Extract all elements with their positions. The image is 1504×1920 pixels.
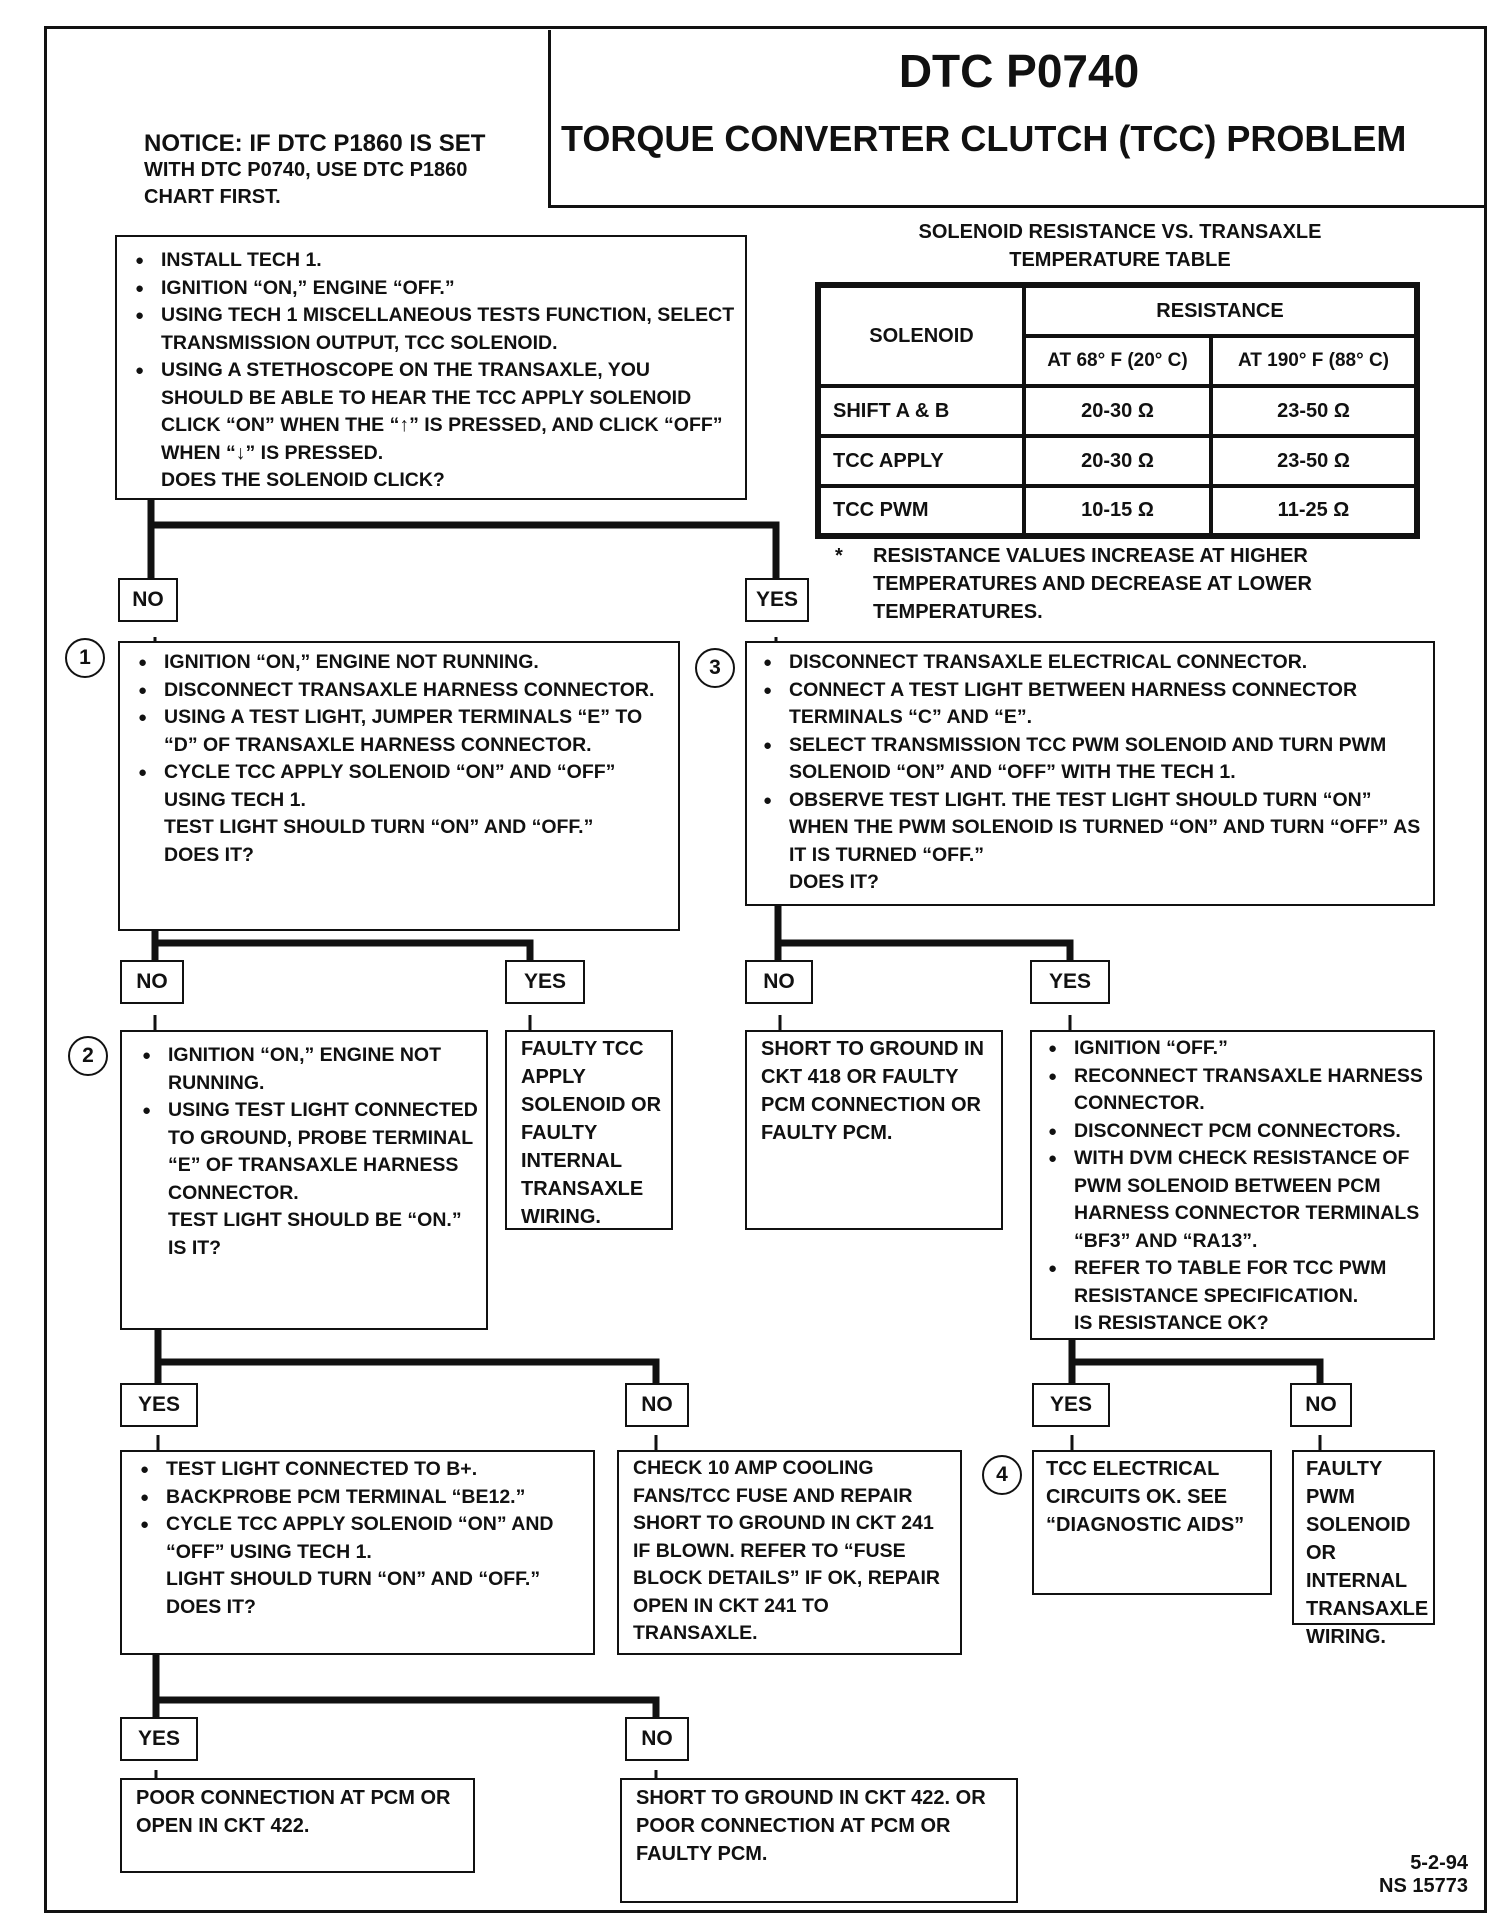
footnote-star: * <box>835 545 843 567</box>
backprobe-item: ● TEST LIGHT CONNECTED TO B+. <box>132 1456 589 1484</box>
pwm-item: ● RECONNECT TRANSAXLE HARNESS CONNECTOR. <box>1040 1063 1429 1118</box>
step-2-marker: 2 <box>68 1036 108 1076</box>
step-3-item: ● SELECT TRANSMISSION TCC PWM SOLENOID AND TURN PWM SOLENOID “ON” AND “OFF” WITH THE TECH 1. <box>755 732 1427 787</box>
label-yes: YES <box>505 960 585 1004</box>
start-item: ● INSTALL TECH 1. <box>127 247 737 275</box>
title-box <box>548 30 1487 208</box>
label-no: NO <box>1290 1383 1352 1427</box>
footer-date: 5-2-94 <box>1410 1852 1468 1874</box>
result-short-ckt-422: SHORT TO GROUND IN CKT 422. OR POOR CONNECTION AT PCM OR FAULTY PCM. <box>620 1778 1018 1903</box>
step-3-item: ● OBSERVE TEST LIGHT. THE TEST LIGHT SHOULD TURN “ON” WHEN THE PWM SOLENOID IS TURNED “ON” AND TURN “OFF” AS IT IS TURNED “OFF.” <box>755 787 1427 870</box>
result-faulty-pwm: FAULTY PWM SOLENOID OR INTERNAL TRANSAXLE WIRING. <box>1292 1450 1435 1625</box>
backprobe-question-2: DOES IT? <box>166 1595 256 1618</box>
result-tcc-ok: TCC ELECTRICAL CIRCUITS OK. SEE “DIAGNOSTIC AIDS” <box>1032 1450 1272 1595</box>
notice: NOTICE: IF DTC P1860 IS SET WITH DTC P0740, USE DTC P1860 CHART FIRST. <box>144 130 486 208</box>
page-title: DTC P0740 <box>898 45 1140 97</box>
table-row-name: TCC PWM <box>819 486 1024 535</box>
pwm-item: ● DISCONNECT PCM CONNECTORS. <box>1040 1118 1429 1146</box>
table-row-high: 11-25 Ω <box>1211 486 1416 535</box>
label-yes: YES <box>745 578 809 622</box>
step-3-item: ● CONNECT A TEST LIGHT BETWEEN HARNESS CONNECTOR TERMINALS “C” AND “E”. <box>755 677 1427 732</box>
label-no: NO <box>625 1383 689 1427</box>
page-subtitle: TORQUE CONVERTER CLUTCH (TCC) PROBLEM <box>561 118 1407 159</box>
result-check-fuse: CHECK 10 AMP COOLING FANS/TCC FUSE AND REPAIR SHORT TO GROUND IN CKT 241 IF BLOWN. REFER TO “FUSE BLOCK DETAILS” IF OK, REPAIR OPEN IN CKT 241 TO TRANSAXLE. <box>617 1450 962 1655</box>
result-short-ckt-418: SHORT TO GROUND IN CKT 418 OR FAULTY PCM CONNECTION OR FAULTY PCM. <box>745 1030 1003 1230</box>
footer-code: NS 15773 <box>1379 1875 1468 1897</box>
connector-boxb <box>156 1650 656 1717</box>
pwm-item: ● WITH DVM CHECK RESISTANCE OF PWM SOLENOID BETWEEN PCM HARNESS CONNECTOR TERMINALS “BF3” AND “RA13”. <box>1040 1145 1429 1255</box>
label-yes: YES <box>1030 960 1110 1004</box>
step-2-question-2: IS IT? <box>168 1236 222 1259</box>
backprobe-item: ● BACKPROBE PCM TERMINAL “BE12.” <box>132 1484 589 1512</box>
th-68f: AT 68° F (20° C) <box>1024 336 1211 386</box>
label-no: NO <box>625 1717 689 1761</box>
table-title: SOLENOID RESISTANCE VS. TRANSAXLE TEMPERATURE TABLE <box>918 221 1322 271</box>
start-question: DOES THE SOLENOID CLICK? <box>161 469 445 491</box>
th-190f: AT 190° F (88° C) <box>1211 336 1416 386</box>
table-row-name: SHIFT A & B <box>819 386 1024 436</box>
step-2-box <box>120 1030 488 1330</box>
step-2-question-1: TEST LIGHT SHOULD BE “ON.” <box>168 1209 462 1231</box>
backprobe-box <box>120 1450 595 1655</box>
label-no: NO <box>120 960 184 1004</box>
step-1-item: ● USING A TEST LIGHT, JUMPER TERMINALS “E” TO “D” OF TRANSAXLE HARNESS CONNECTOR. <box>130 704 670 759</box>
connector-box3 <box>778 902 1070 960</box>
label-yes: YES <box>120 1717 198 1761</box>
start-item: ● IGNITION “ON,” ENGINE “OFF.” <box>127 275 737 303</box>
start-box <box>115 235 747 500</box>
table-row-low: 20-30 Ω <box>1024 386 1211 436</box>
start-item: ● USING TECH 1 MISCELLANEOUS TESTS FUNCTION, SELECT TRANSMISSION OUTPUT, TCC SOLENOID. <box>127 302 737 357</box>
step-1-box <box>118 641 680 931</box>
step-1-question-2: DOES IT? <box>164 843 254 866</box>
th-solenoid: SOLENOID <box>819 286 1024 386</box>
result-faulty-tcc: FAULTY TCC APPLY SOLENOID OR FAULTY INTERNAL TRANSAXLE WIRING. <box>505 1030 673 1230</box>
table-row-high: 23-50 Ω <box>1211 436 1416 486</box>
step-1-question-1: TEST LIGHT SHOULD TURN “ON” AND “OFF.” <box>164 816 594 838</box>
step-2-item: ● IGNITION “ON,” ENGINE NOT RUNNING. <box>134 1042 480 1097</box>
backprobe-item: ● CYCLE TCC APPLY SOLENOID “ON” AND “OFF” USING TECH 1. <box>132 1511 589 1566</box>
table-footnote: * RESISTANCE VALUES INCREASE AT HIGHER TEMPERATURES AND DECREASE AT LOWER TEMPERATURES. <box>835 542 1395 626</box>
step-3-question: DOES IT? <box>789 871 879 893</box>
step-1-item: ● IGNITION “ON,” ENGINE NOT RUNNING. <box>130 649 670 677</box>
connector-box2 <box>158 1330 656 1383</box>
step-2-item: ● USING TEST LIGHT CONNECTED TO GROUND, PROBE TERMINAL “E” OF TRANSAXLE HARNESS CONNECTOR. <box>134 1097 480 1207</box>
label-no: NO <box>118 578 178 622</box>
pwm-question: IS RESISTANCE OK? <box>1074 1312 1269 1334</box>
step-1-marker: 1 <box>65 638 105 678</box>
label-no: NO <box>745 960 813 1004</box>
result-poor-connection: POOR CONNECTION AT PCM OR OPEN IN CKT 422. <box>120 1778 475 1873</box>
step-1-item: ● DISCONNECT TRANSAXLE HARNESS CONNECTOR. <box>130 677 670 705</box>
step-3-box <box>745 641 1435 906</box>
backprobe-question-1: LIGHT SHOULD TURN “ON” AND “OFF.” <box>166 1568 541 1590</box>
step-4-marker: 4 <box>982 1455 1022 1495</box>
table-row-low: 20-30 Ω <box>1024 436 1211 486</box>
table-row-high: 23-50 Ω <box>1211 386 1416 436</box>
th-resistance: RESISTANCE <box>1024 286 1416 336</box>
step-3-marker: 3 <box>695 648 735 688</box>
pwm-item: ● IGNITION “OFF.” <box>1040 1035 1429 1063</box>
connector-pwm <box>1072 1340 1320 1383</box>
pwm-resistance-box <box>1030 1030 1435 1340</box>
start-item: ● USING A STETHOSCOPE ON THE TRANSAXLE, YOU SHOULD BE ABLE TO HEAR THE TCC APPLY SOLENOID CLICK “ON” WHEN THE “↑” IS PRESSED, AND CLICK “OFF” WHEN “↓” IS PRESSED. <box>127 357 737 467</box>
table-row-low: 10-15 Ω <box>1024 486 1211 535</box>
connector-start <box>151 497 776 580</box>
label-yes: YES <box>120 1383 198 1427</box>
footer-ref <box>1379 1852 1468 1898</box>
step-1-item: ● CYCLE TCC APPLY SOLENOID “ON” AND “OFF” USING TECH 1. <box>130 759 670 814</box>
pwm-item: ● REFER TO TABLE FOR TCC PWM RESISTANCE SPECIFICATION. <box>1040 1255 1429 1310</box>
label-yes: YES <box>1032 1383 1110 1427</box>
step-3-item: ● DISCONNECT TRANSAXLE ELECTRICAL CONNECTOR. <box>755 649 1427 677</box>
table-row-name: TCC APPLY <box>819 436 1024 486</box>
